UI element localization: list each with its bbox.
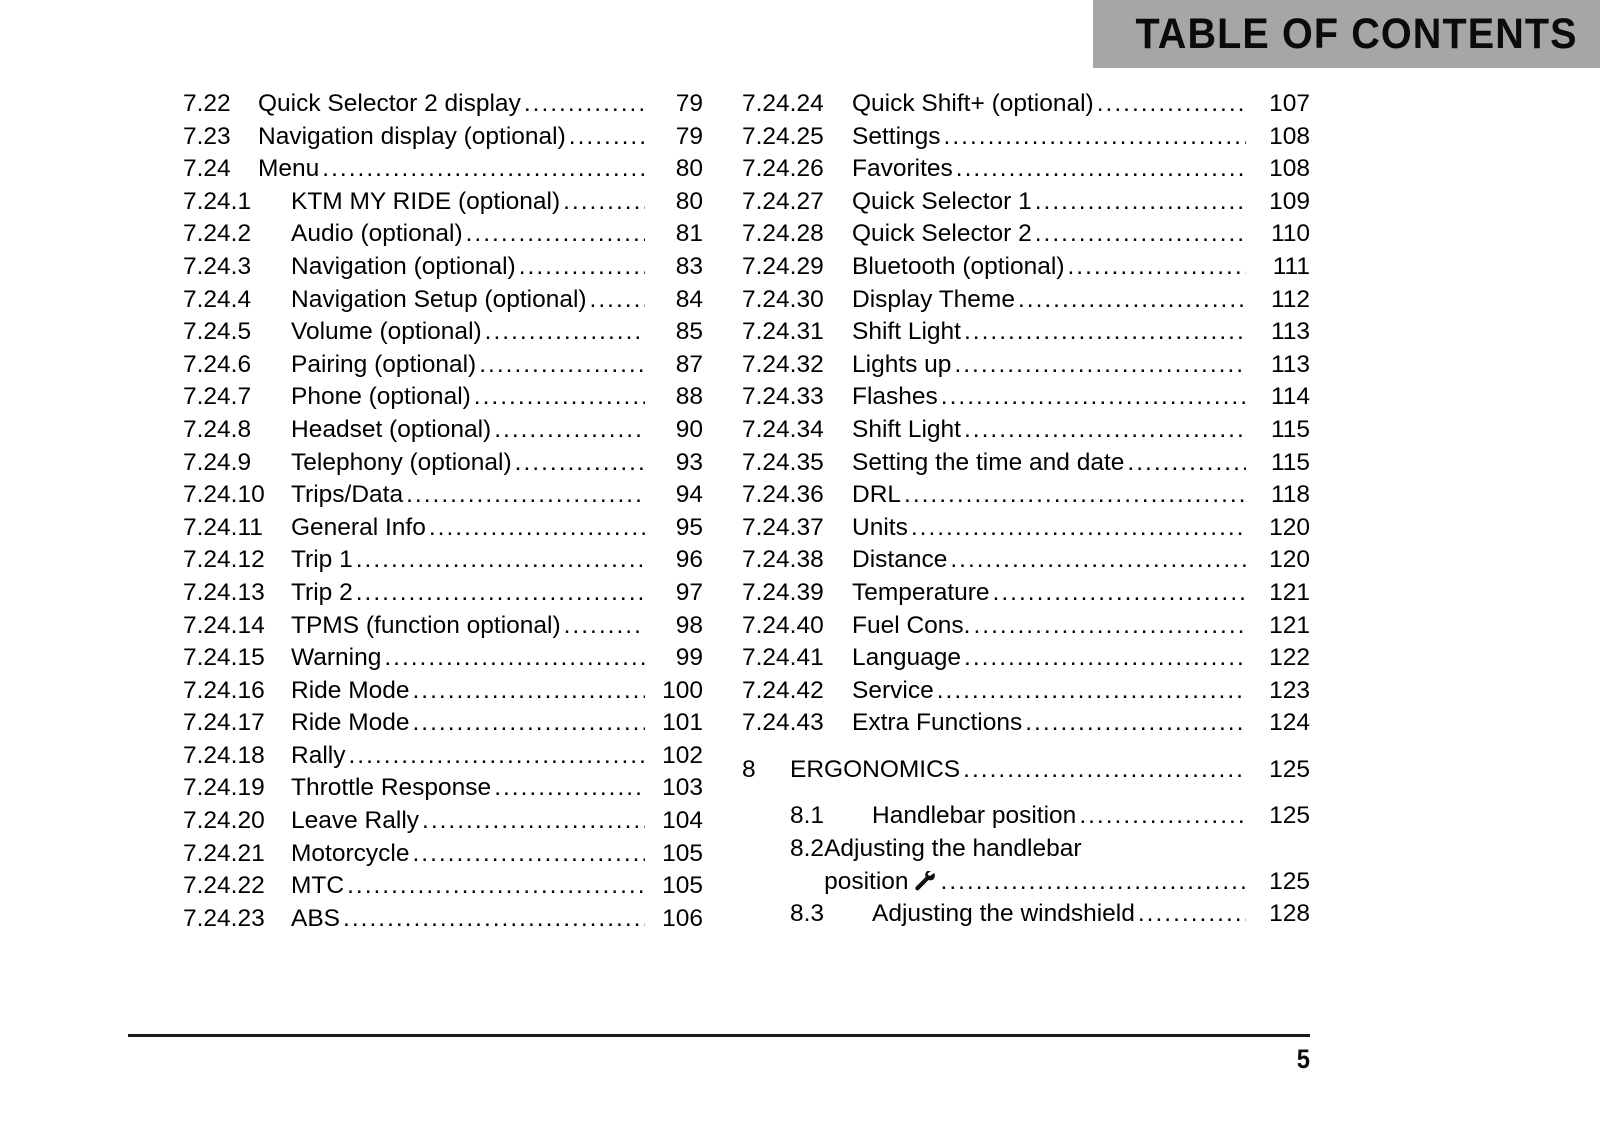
toc-entry-title: Service bbox=[852, 676, 934, 704]
toc-entry-number: 7.24.11 bbox=[183, 513, 263, 541]
dot-leader bbox=[356, 577, 645, 610]
toc-entry-number: 7.24.37 bbox=[742, 513, 824, 541]
dot-leader bbox=[348, 740, 645, 773]
dot-leader bbox=[590, 284, 645, 317]
toc-entry-number: 7.24.35 bbox=[742, 448, 824, 476]
dot-leader bbox=[479, 349, 645, 382]
toc-entry-number: 7.24.7 bbox=[183, 383, 252, 411]
toc-entry[interactable] bbox=[742, 186, 1310, 219]
toc-entry-page-number: 79 bbox=[675, 122, 703, 150]
dot-leader bbox=[964, 414, 1246, 447]
dot-leader bbox=[422, 805, 645, 838]
toc-entry-page-number: 99 bbox=[675, 644, 703, 672]
toc-entry-page-number: 95 bbox=[675, 513, 703, 541]
toc-entry-number: 7.24.40 bbox=[742, 611, 824, 639]
toc-entry[interactable] bbox=[183, 772, 703, 805]
toc-chapter-number: 8 bbox=[742, 755, 756, 783]
dot-leader bbox=[941, 381, 1246, 414]
toc-entry-number: 7.24.17 bbox=[183, 709, 265, 737]
toc-entry-page-number: 81 bbox=[675, 220, 703, 248]
toc-entry[interactable] bbox=[183, 675, 703, 708]
toc-entry-page-number: 115 bbox=[1270, 415, 1310, 443]
toc-entry-page-number: 79 bbox=[675, 90, 703, 117]
toc-entry-page-number: 108 bbox=[1269, 122, 1310, 150]
toc-entry-page-number: 115 bbox=[1270, 448, 1310, 476]
toc-entry-title: KTM MY RIDE (optional) bbox=[291, 187, 561, 215]
toc-entry-page-number: 103 bbox=[662, 774, 703, 802]
dot-leader bbox=[412, 838, 645, 871]
toc-entry-page-number: 128 bbox=[1269, 900, 1310, 928]
dot-leader bbox=[563, 186, 645, 219]
toc-entry-page-number: 121 bbox=[1269, 611, 1310, 639]
toc-entry-number: 7.24.15 bbox=[183, 644, 265, 672]
dot-leader bbox=[347, 870, 645, 903]
toc-entry-number: 8.1 bbox=[790, 802, 825, 830]
toc-entry-page-number: 125 bbox=[1269, 802, 1310, 830]
toc-entry-title: Flashes bbox=[852, 383, 938, 411]
toc-entry-title: Handlebar position bbox=[872, 802, 1077, 830]
wrench-icon bbox=[915, 871, 937, 891]
dot-leader bbox=[569, 121, 645, 154]
dot-leader bbox=[950, 544, 1246, 577]
toc-entry-number: 7.24.3 bbox=[183, 252, 252, 280]
toc-entry-title: Audio (optional) bbox=[291, 220, 463, 248]
toc-entry[interactable] bbox=[183, 186, 703, 219]
dot-leader bbox=[412, 707, 645, 740]
toc-entry-page-number: 97 bbox=[675, 578, 703, 606]
toc-entry-page-number: 122 bbox=[1269, 644, 1310, 672]
toc-entry-title: Throttle Response bbox=[291, 774, 492, 802]
toc-entry-title: Adjusting the windshield bbox=[872, 900, 1135, 928]
toc-entry-title: Ride Mode bbox=[291, 709, 410, 737]
footer-page-number: 5 bbox=[1296, 1044, 1310, 1074]
dot-leader bbox=[564, 610, 645, 643]
toc-entry-number: 7.24.32 bbox=[742, 350, 824, 378]
toc-entry-title: Units bbox=[852, 513, 908, 541]
toc-entry-title: Fuel Cons. bbox=[852, 611, 971, 639]
toc-entry-page-number: 113 bbox=[1270, 318, 1310, 346]
toc-entry[interactable] bbox=[742, 447, 1310, 480]
dot-leader bbox=[406, 479, 645, 512]
toc-entry-number: 7.24.13 bbox=[183, 578, 265, 606]
toc-entry-number: 7.24.38 bbox=[742, 546, 824, 574]
dot-leader bbox=[964, 316, 1246, 349]
toc-entry-page-number: 114 bbox=[1270, 383, 1310, 411]
dot-leader bbox=[474, 381, 645, 414]
toc-entry-title: Navigation Setup (optional) bbox=[291, 285, 587, 313]
toc-entry-number: 8.3 bbox=[790, 900, 825, 928]
toc-entry-number: 7.24.25 bbox=[742, 122, 824, 150]
toc-entry-page-number: 98 bbox=[675, 611, 703, 639]
dot-leader bbox=[911, 512, 1246, 545]
toc-entry-number: 7.24.30 bbox=[742, 285, 824, 313]
toc-entry-page-number: 101 bbox=[662, 709, 703, 737]
toc-entry-title: Telephony (optional) bbox=[291, 448, 512, 476]
toc-entry-title: Lights up bbox=[852, 350, 952, 378]
toc-entry-number: 7.24.5 bbox=[183, 318, 252, 346]
toc-entry-title: Ride Mode bbox=[291, 676, 410, 704]
toc-entry-title: Distance bbox=[852, 546, 948, 574]
toc-entry-page-number: 106 bbox=[662, 904, 703, 932]
toc-entry-title: Quick Shift+ (optional) bbox=[852, 90, 1094, 117]
toc-entry[interactable] bbox=[742, 414, 1310, 447]
toc-entry-title: Leave Rally bbox=[291, 807, 420, 835]
toc-entry[interactable] bbox=[742, 121, 1310, 154]
toc-entry-page-number: 108 bbox=[1269, 155, 1310, 183]
toc-entry-page-number: 113 bbox=[1270, 350, 1310, 378]
toc-entry-page-number: 100 bbox=[662, 676, 703, 704]
toc-entry[interactable] bbox=[183, 903, 703, 936]
toc-entry[interactable] bbox=[183, 88, 703, 121]
toc-entry-number: 7.24.23 bbox=[183, 904, 265, 932]
toc-entry-number: 7.24.14 bbox=[183, 611, 265, 639]
dot-leader bbox=[515, 447, 645, 480]
toc-entry-page-number: 87 bbox=[675, 350, 703, 378]
toc-entry[interactable] bbox=[183, 838, 703, 871]
toc-entry-title: Trip 2 bbox=[291, 578, 353, 606]
toc-entry-title: DRL bbox=[852, 481, 902, 509]
toc-entry-number: 7.24.41 bbox=[742, 644, 824, 672]
toc-entry-title: Pairing (optional) bbox=[291, 350, 477, 378]
toc-entry-title: Menu bbox=[258, 155, 320, 183]
dot-leader bbox=[466, 218, 645, 251]
toc-entry-page-number: 105 bbox=[662, 839, 703, 867]
toc-entry[interactable] bbox=[183, 251, 703, 284]
toc-entry-page-number: 85 bbox=[675, 318, 703, 346]
dot-leader bbox=[993, 577, 1246, 610]
toc-entry[interactable] bbox=[790, 833, 1310, 898]
toc-entry[interactable] bbox=[183, 577, 703, 610]
table-of-contents-header-banner bbox=[1093, 0, 1600, 68]
toc-entry[interactable] bbox=[742, 153, 1310, 186]
dot-leader bbox=[343, 903, 645, 936]
toc-entry[interactable] bbox=[742, 577, 1310, 610]
toc-entry-page-number: 107 bbox=[1269, 90, 1310, 117]
dot-leader bbox=[1079, 800, 1246, 833]
toc-entry-title: Navigation display (optional) bbox=[258, 122, 566, 150]
toc-entry-number: 7.24.24 bbox=[742, 90, 824, 117]
dot-leader bbox=[519, 251, 645, 284]
toc-entry-number: 7.24.19 bbox=[183, 774, 265, 802]
toc-entry[interactable] bbox=[183, 381, 703, 414]
toc-entry-number: 7.24.28 bbox=[742, 220, 824, 248]
dot-leader bbox=[384, 642, 645, 675]
toc-entry[interactable] bbox=[183, 512, 703, 545]
toc-entry[interactable] bbox=[183, 284, 703, 317]
dot-leader bbox=[356, 544, 645, 577]
toc-entry-title: Motorcycle bbox=[291, 839, 410, 867]
toc-chapter-subentries bbox=[742, 800, 1310, 930]
toc-entry-page-number: 90 bbox=[675, 415, 703, 443]
toc-entry-title: Adjusting the handlebar bbox=[824, 835, 1082, 863]
toc-chapter-page-number: 125 bbox=[1269, 755, 1310, 783]
toc-entry[interactable] bbox=[742, 642, 1310, 675]
toc-entry-page-number: 84 bbox=[675, 285, 703, 313]
toc-entry-number: 7.24.8 bbox=[183, 415, 252, 443]
toc-entry[interactable] bbox=[742, 88, 1310, 121]
toc-entry[interactable] bbox=[183, 447, 703, 480]
toc-entry[interactable] bbox=[183, 544, 703, 577]
toc-entry-page-number: 93 bbox=[675, 448, 703, 476]
toc-entry-page-number: 118 bbox=[1270, 481, 1310, 509]
dot-leader bbox=[954, 349, 1246, 382]
toc-entry[interactable] bbox=[742, 610, 1310, 643]
toc-entry[interactable] bbox=[183, 121, 703, 154]
toc-entry[interactable] bbox=[742, 316, 1310, 349]
footer-divider bbox=[128, 1034, 1310, 1037]
dot-leader bbox=[1138, 898, 1246, 931]
toc-entry-number: 7.24.12 bbox=[183, 546, 265, 574]
dot-leader bbox=[1067, 251, 1246, 284]
toc-entry[interactable] bbox=[183, 870, 703, 903]
toc-entry-number: 7.22 bbox=[183, 90, 231, 117]
toc-entry-number: 7.24.9 bbox=[183, 448, 252, 476]
dot-leader bbox=[941, 866, 1246, 899]
toc-entry[interactable] bbox=[742, 479, 1310, 512]
dot-leader bbox=[322, 153, 645, 186]
toc-entry-title: Shift Light bbox=[852, 415, 961, 443]
dot-leader bbox=[1035, 218, 1246, 251]
toc-entry-page-number: 94 bbox=[675, 481, 703, 509]
toc-entry-number: 7.24.6 bbox=[183, 350, 252, 378]
toc-entry-page-number: 120 bbox=[1269, 513, 1310, 541]
toc-entry-number: 7.24.36 bbox=[742, 481, 824, 509]
dot-leader bbox=[1035, 186, 1246, 219]
dot-leader bbox=[1025, 707, 1246, 740]
toc-entry-page-number: 121 bbox=[1269, 578, 1310, 606]
toc-entry[interactable] bbox=[742, 284, 1310, 317]
toc-entry[interactable] bbox=[183, 153, 703, 186]
toc-entry[interactable] bbox=[183, 805, 703, 838]
toc-entry-page-number: 120 bbox=[1269, 546, 1310, 574]
toc-entry-page-number: 123 bbox=[1269, 676, 1310, 704]
toc-entry-title: Quick Selector 1 bbox=[852, 187, 1032, 215]
dot-leader bbox=[429, 512, 645, 545]
dot-leader bbox=[1018, 284, 1246, 317]
toc-entry-title: Headset (optional) bbox=[291, 415, 492, 443]
toc-entry-number: 7.23 bbox=[183, 122, 231, 150]
toc-entry[interactable] bbox=[742, 544, 1310, 577]
toc-entry-title: MTC bbox=[291, 872, 345, 900]
toc-entry-number: 7.24.39 bbox=[742, 578, 824, 606]
toc-entry-number: 7.24.27 bbox=[742, 187, 824, 215]
toc-entry-title: Quick Selector 2 display bbox=[258, 90, 521, 117]
toc-entry-number: 7.24.31 bbox=[742, 318, 824, 346]
toc-entry-number: 7.24.34 bbox=[742, 415, 824, 443]
toc-entry-number: 7.24.18 bbox=[183, 741, 265, 769]
toc-entry-number: 7.24.16 bbox=[183, 676, 265, 704]
toc-entry[interactable] bbox=[742, 381, 1310, 414]
dot-leader bbox=[944, 121, 1246, 154]
toc-entry-title: Settings bbox=[852, 122, 941, 150]
toc-entry[interactable] bbox=[742, 512, 1310, 545]
dot-leader bbox=[1127, 447, 1246, 480]
toc-entry-number: 8.2 bbox=[790, 835, 825, 863]
toc-entry-number: 7.24.33 bbox=[742, 383, 824, 411]
toc-entry[interactable] bbox=[742, 251, 1310, 284]
toc-entry-title: Shift Light bbox=[852, 318, 961, 346]
toc-entry-page-number: 112 bbox=[1270, 285, 1310, 313]
toc-entry[interactable] bbox=[183, 479, 703, 512]
dot-leader bbox=[963, 754, 1246, 787]
dot-leader bbox=[1097, 88, 1246, 121]
dot-leader bbox=[494, 414, 645, 447]
toc-entry-number: 7.24.4 bbox=[183, 285, 252, 313]
toc-entry-title: Temperature bbox=[852, 578, 990, 606]
toc-entry-title: Setting the time and date bbox=[852, 448, 1125, 476]
toc-entry[interactable] bbox=[183, 349, 703, 382]
dot-leader bbox=[494, 772, 645, 805]
toc-entry-page-number: 110 bbox=[1270, 220, 1310, 248]
toc-entry-number: 7.24.20 bbox=[183, 807, 265, 835]
toc-entry[interactable] bbox=[183, 642, 703, 675]
toc-entry[interactable] bbox=[183, 740, 703, 773]
toc-entry-title: Volume (optional) bbox=[291, 318, 482, 346]
toc-entry-page-number: 88 bbox=[675, 383, 703, 411]
toc-entry-page-number: 104 bbox=[662, 807, 703, 835]
dot-leader bbox=[904, 479, 1246, 512]
toc-entry-page-number: 109 bbox=[1269, 187, 1310, 215]
toc-entry[interactable] bbox=[742, 707, 1310, 740]
toc-entry-number: 7.24.22 bbox=[183, 872, 265, 900]
dot-leader bbox=[485, 316, 645, 349]
dot-leader bbox=[412, 675, 645, 708]
toc-entry-page-number: 102 bbox=[662, 741, 703, 769]
toc-entry-title: TPMS (function optional) bbox=[291, 611, 561, 639]
toc-entry-title-continued: position bbox=[824, 867, 909, 895]
toc-entry-title: Trips/Data bbox=[291, 481, 404, 509]
dot-leader bbox=[956, 153, 1246, 186]
toc-column-right bbox=[742, 88, 1310, 931]
toc-entry-title: Display Theme bbox=[852, 285, 1015, 313]
toc-entry[interactable] bbox=[790, 898, 1310, 931]
toc-entry-title: Favorites bbox=[852, 155, 953, 183]
toc-entry-page-number: 124 bbox=[1269, 709, 1310, 737]
toc-entry-number: 7.24.42 bbox=[742, 676, 824, 704]
toc-entry-number: 7.24.2 bbox=[183, 220, 252, 248]
toc-entry[interactable] bbox=[183, 707, 703, 740]
toc-column-left bbox=[183, 88, 703, 935]
toc-entry-number: 7.24.10 bbox=[183, 481, 265, 509]
toc-entry-title: ABS bbox=[291, 904, 341, 932]
toc-entry-page-number: 125 bbox=[1269, 867, 1310, 895]
toc-entry-page-number: 80 bbox=[675, 155, 703, 183]
toc-entry-number: 7.24 bbox=[183, 155, 231, 183]
toc-entry-number: 7.24.21 bbox=[183, 839, 265, 867]
toc-entry[interactable] bbox=[742, 349, 1310, 382]
toc-entry-title: Language bbox=[852, 644, 962, 672]
toc-entry-page-number: 96 bbox=[675, 546, 703, 574]
toc-entry-title: Bluetooth (optional) bbox=[852, 252, 1065, 280]
dot-leader bbox=[524, 88, 645, 121]
toc-entry-title: Extra Functions bbox=[852, 709, 1023, 737]
toc-entry-number: 7.24.26 bbox=[742, 155, 824, 183]
toc-chapter-heading[interactable] bbox=[742, 754, 1310, 787]
toc-entry-page-number: 83 bbox=[675, 252, 703, 280]
toc-entry[interactable] bbox=[742, 218, 1310, 251]
toc-entry-page-number: 111 bbox=[1272, 252, 1310, 280]
toc-entry[interactable] bbox=[183, 218, 703, 251]
toc-entry-number: 7.24.43 bbox=[742, 709, 824, 737]
dot-leader bbox=[964, 642, 1246, 675]
toc-entry-page-number: 105 bbox=[662, 872, 703, 900]
toc-entry[interactable] bbox=[790, 800, 1310, 833]
dot-leader bbox=[973, 610, 1246, 643]
toc-entry-title: Navigation (optional) bbox=[291, 252, 516, 280]
toc-entry-number: 7.24.29 bbox=[742, 252, 824, 280]
toc-entry-title: Trip 1 bbox=[291, 546, 353, 574]
toc-entry-title: Warning bbox=[291, 644, 382, 672]
toc-entry-title: General Info bbox=[291, 513, 426, 541]
page-title: TABLE OF CONTENTS bbox=[1135, 9, 1578, 58]
toc-entry[interactable] bbox=[742, 675, 1310, 708]
toc-entry[interactable] bbox=[183, 610, 703, 643]
dot-leader bbox=[937, 675, 1246, 708]
toc-entry-title: Rally bbox=[291, 741, 346, 769]
toc-chapter-title: ERGONOMICS bbox=[790, 755, 961, 783]
toc-entry[interactable] bbox=[183, 316, 703, 349]
toc-entry-title: Quick Selector 2 bbox=[852, 220, 1032, 248]
toc-entry-number: 7.24.1 bbox=[183, 187, 252, 215]
toc-entry-page-number: 80 bbox=[675, 187, 703, 215]
toc-entry[interactable] bbox=[183, 414, 703, 447]
toc-entry-title: Phone (optional) bbox=[291, 383, 471, 411]
